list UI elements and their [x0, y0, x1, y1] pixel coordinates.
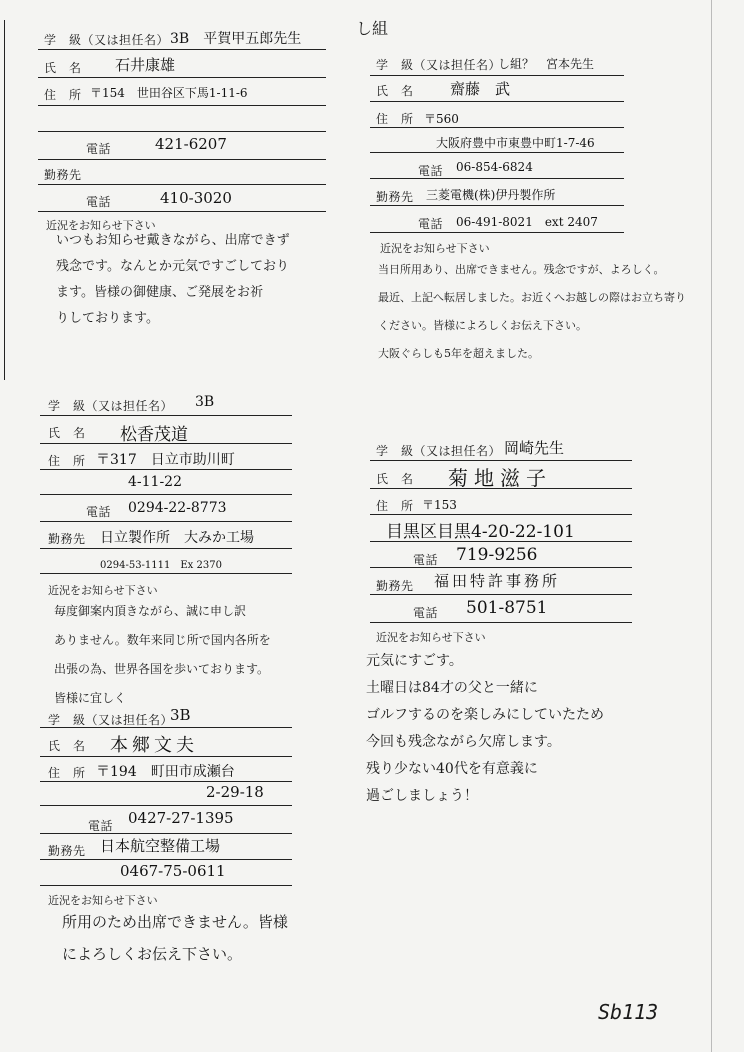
name-label: 氏 名 [48, 426, 86, 440]
address-zip: 〒560 [424, 112, 459, 126]
address-value-2: 目黒区目黒4-20-22-101 [386, 522, 575, 542]
divider [370, 622, 632, 623]
news-line: 残念です。なんとか元気ですごしており [56, 259, 289, 274]
class-label: 学 級（又は担任名） [376, 444, 502, 458]
divider [38, 211, 326, 212]
news-line: ください。皆様によろしくお伝え下さい。 [378, 319, 587, 332]
work-label: 勤務先 [376, 190, 414, 204]
divider [370, 178, 624, 179]
right-edge-line [711, 0, 712, 1052]
address-value: 〒194 町田市成瀬台 [96, 764, 235, 780]
divider [370, 460, 632, 461]
news-line: 土曜日は84才の父と一緒に [366, 680, 538, 696]
tel-value: 0427-27-1395 [128, 809, 234, 827]
address-label: 住 所 [48, 454, 86, 468]
class-value: 岡崎先生 [504, 439, 565, 457]
class-label: 学 級（又は担任名） [376, 58, 502, 72]
divider [370, 567, 632, 568]
class-value: 3B [170, 706, 191, 724]
news-message [54, 597, 271, 713]
divider [370, 101, 624, 102]
divider [40, 443, 292, 444]
address-value: 大阪府豊中市東豊中町1-7-46 [436, 136, 595, 150]
address-label: 住 所 [48, 766, 86, 780]
tel-value: 719-9256 [456, 545, 538, 565]
top-mark: し組 [356, 19, 389, 38]
tel-label: 電話 [413, 553, 439, 567]
divider [370, 75, 624, 76]
divider [40, 521, 292, 522]
news-label: 近況をお知らせ下さい [46, 219, 156, 232]
class-value: 3B [195, 394, 215, 410]
news-line: 皆様に宜しく [54, 691, 127, 705]
work-tel-value: 410-3020 [160, 189, 232, 207]
tel-label: 電話 [86, 142, 112, 156]
divider [40, 469, 292, 470]
news-line: 所用のため出席できません。皆様 [62, 913, 288, 931]
tel-label: 電話 [86, 505, 112, 519]
address-label: 住 所 [376, 112, 414, 126]
document-stamp: Sb113 [598, 1000, 659, 1024]
work-label: 勤務先 [48, 844, 86, 858]
work-value: 福田特許事務所 [434, 572, 561, 590]
news-line: りしております。 [56, 311, 159, 326]
work-tel-value: 0294-53-1111 Ex 2370 [100, 560, 222, 571]
name-value: 松香茂道 [120, 425, 188, 445]
divider [40, 494, 292, 495]
divider [40, 548, 292, 549]
work-tel-label: 電話 [86, 195, 112, 209]
news-line: 元気にすごす。 [366, 653, 463, 669]
work-tel-label: 電話 [413, 606, 439, 620]
divider [38, 159, 326, 160]
divider [370, 541, 632, 542]
address-value-2: 2-29-18 [206, 783, 264, 801]
divider [370, 488, 632, 489]
divider [370, 127, 624, 128]
news-line: 残り少ない40代を有意義に [366, 761, 538, 777]
work-tel-label: 電話 [418, 217, 444, 231]
tel-value: 06-854-6824 [456, 160, 533, 174]
divider [370, 232, 624, 233]
divider [370, 152, 624, 153]
divider [40, 727, 292, 728]
tel-value: 0294-22-8773 [128, 500, 227, 516]
divider [40, 415, 292, 416]
tel-label: 電話 [418, 164, 444, 178]
divider [40, 805, 292, 806]
divider [40, 573, 292, 574]
address-value: 〒154 世田谷区下馬1-11-6 [90, 86, 248, 100]
address-label: 住 所 [376, 499, 414, 513]
tel-value: 421-6207 [155, 135, 227, 153]
name-label: 氏 名 [376, 472, 414, 486]
news-message [56, 228, 290, 332]
divider [370, 205, 624, 206]
divider [370, 594, 632, 595]
divider [38, 77, 326, 78]
work-tel-value: 06-491-8021 ext 2407 [456, 215, 598, 229]
name-value: 石井康雄 [115, 56, 176, 74]
news-label: 近況をお知らせ下さい [376, 631, 486, 644]
news-line: 過ごしましょう！ [366, 788, 478, 804]
name-label: 氏 名 [376, 84, 414, 98]
news-line: によろしくお伝え下さい。 [62, 945, 243, 963]
class-label: 学 級（又は担任名） [48, 713, 174, 727]
name-value: 本郷文夫 [110, 735, 198, 756]
tel-label: 電話 [88, 819, 114, 833]
divider [38, 105, 326, 106]
divider [38, 49, 326, 50]
divider [370, 514, 632, 515]
class-value: 3B 平賀甲五郎先生 [170, 31, 302, 47]
news-label: 近況をお知らせ下さい [380, 242, 490, 255]
class-label: 学 級（又は担任名） [44, 33, 170, 47]
news-label: 近況をお知らせ下さい [48, 584, 158, 597]
address-value: 〒153 [422, 498, 457, 512]
address-value-2: 4-11-22 [128, 474, 182, 490]
divider [40, 781, 292, 782]
address-value: 〒317 日立市助川町 [96, 452, 235, 468]
divider [40, 756, 292, 757]
news-line: ありません。数年来同じ所で国内各所を [54, 633, 271, 647]
news-label: 近況をお知らせ下さい [48, 894, 158, 907]
work-tel-value: 501-8751 [466, 598, 548, 618]
work-label: 勤務先 [48, 532, 86, 546]
divider [38, 131, 326, 132]
work-value: 日立製作所 大みか工場 [100, 530, 254, 546]
news-line: 今回も残念ながら欠席します。 [366, 734, 561, 750]
divider [40, 885, 292, 886]
news-line: 大阪ぐらしも5年を超えました。 [378, 347, 539, 360]
news-message [366, 648, 604, 810]
news-line: ゴルフするのを楽しみにしていたため [366, 707, 604, 723]
left-margin-line [4, 20, 5, 380]
work-value: 三菱電機(株)伊丹製作所 [426, 188, 556, 202]
news-line: 当日所用あり、出席できません。残念ですが、よろしく。 [378, 263, 665, 276]
address-label: 住 所 [44, 88, 82, 102]
news-line: 出張の為、世界各国を歩いております。 [54, 662, 270, 676]
class-label: 学 級（又は担任名） [48, 399, 174, 413]
work-label: 勤務先 [376, 579, 414, 593]
divider [38, 184, 326, 185]
name-value: 齋藤 武 [450, 80, 511, 98]
news-line: いつもお知らせ戴きながら、出席できず [56, 233, 290, 248]
name-label: 氏 名 [44, 61, 82, 75]
divider [40, 833, 292, 834]
name-label: 氏 名 [48, 739, 86, 753]
work-label: 勤務先 [44, 168, 82, 182]
work-value: 日本航空整備工場 [100, 837, 221, 855]
news-message [62, 906, 288, 970]
news-line: ます。皆様の御健康、ご発展をお祈 [56, 285, 263, 300]
work-tel-value: 0467-75-0611 [120, 862, 226, 880]
news-line: 最近、上記へ転居しました。お近くへお越しの際はお立ち寄り [378, 291, 686, 304]
name-value: 菊地滋子 [448, 466, 552, 490]
news-message [378, 256, 686, 368]
divider [40, 859, 292, 860]
news-line: 毎度御案内頂きながら、誠に申し訳 [54, 604, 247, 618]
class-value: し組？ 宮本先生 [498, 57, 595, 71]
